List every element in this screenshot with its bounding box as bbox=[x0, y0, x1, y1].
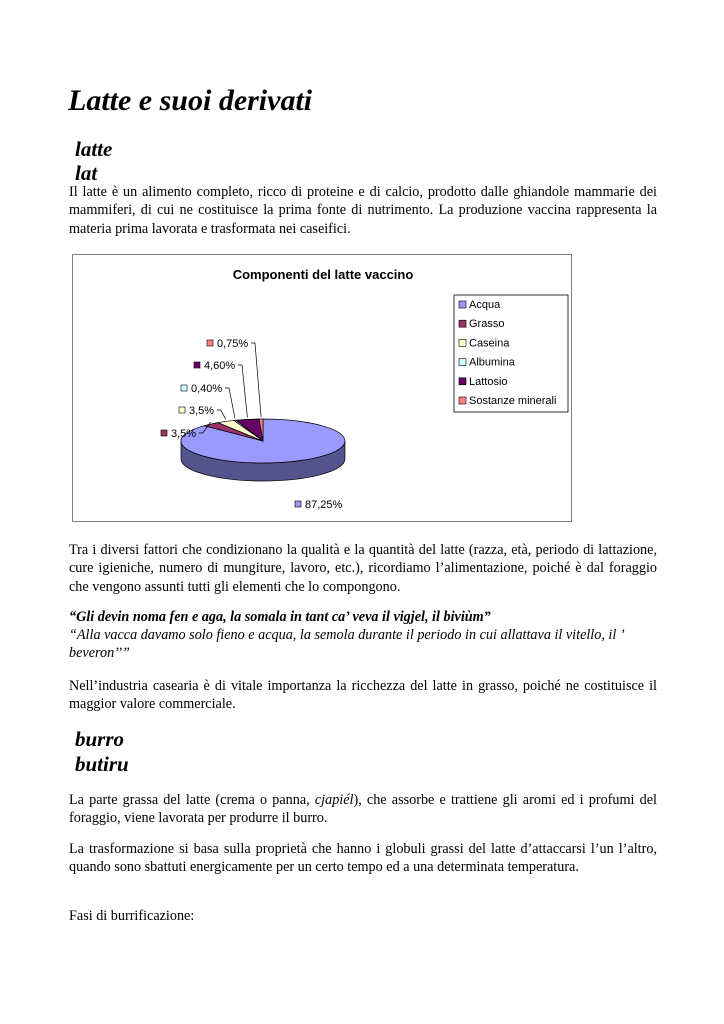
data-label-text-sostanze-minerali: 0,75% bbox=[217, 338, 249, 350]
chart-legend bbox=[454, 295, 568, 412]
chart-title: Componenti del latte vaccino bbox=[232, 267, 414, 282]
legend-swatch-caseina bbox=[459, 339, 466, 346]
butter-paragraph-1 bbox=[69, 791, 657, 828]
data-label-text-lattosio: 4,60% bbox=[204, 360, 236, 372]
phases-heading: Fasi di burrificazione: bbox=[69, 908, 195, 924]
dialect-quote: “Gli devin noma fen e aga, la somala in tant ca’ veva il vigjel, il biviùm” bbox=[69, 609, 491, 625]
cjapiel-term: cjapiél bbox=[314, 792, 354, 808]
section-heading-butiru: butiru bbox=[75, 752, 129, 776]
legend-label-grasso: Grasso bbox=[469, 318, 505, 331]
factors-paragraph: Tra i diversi fattori che condizionano la qualità e la quantità del latte (razza, età, periodo di lattazione, cure igieniche, numero di mungiture, lavoro, etc.), ricordiamo l’alimentazione, poiché è dal foraggio che vengono assunti tutti gli elementi che lo compongono. bbox=[69, 542, 657, 595]
legend-swatch-lattosio bbox=[459, 378, 466, 385]
legend-swatch-acqua bbox=[459, 301, 466, 308]
legend-swatch-albumina bbox=[459, 359, 466, 366]
intro-paragraph: Il latte è un alimento completo, ricco di proteine e di calcio, prodotto dalle ghiandole mammarie dei mammiferi, di cui ne costituisce la prima fonte di nutrimento. La produzione vaccina rappresenta la materia prima lavorata e trasformata nei caseifici. bbox=[69, 184, 657, 237]
data-label-sostanze-minerali bbox=[207, 338, 261, 417]
legend-label-acqua: Acqua bbox=[469, 299, 501, 311]
data-label-text-acqua: 87,25% bbox=[305, 499, 343, 511]
legend-item-sostanze-minerali bbox=[459, 395, 556, 407]
butter-paragraph-2: La trasformazione si basa sulla proprietà che hanno i globuli grassi del latte d’attaccarsi l’un l’altro, quando sono sbattuti energicamente per un certo tempo ed a una determinata temperatura. bbox=[69, 841, 657, 876]
data-label-text-albumina: 0,40% bbox=[191, 383, 223, 395]
pie-chart bbox=[73, 255, 571, 521]
quote-translation: “Alla vacca davamo solo fieno e acqua, la semola durante il periodo in cui allattava il vitello, il ’ beveron’’” bbox=[69, 627, 624, 662]
legend-label-albumina: Albumina bbox=[469, 356, 515, 369]
data-label-text-grasso: 3,5% bbox=[171, 428, 197, 440]
data-label-acqua bbox=[295, 499, 343, 511]
section-heading-lat: lat bbox=[75, 161, 98, 185]
section-heading-latte: latte bbox=[75, 137, 113, 161]
butter-text-a: La parte grassa del latte (crema o panna, bbox=[69, 792, 315, 808]
section-heading-burro: burro bbox=[75, 727, 125, 751]
fat-importance-paragraph: Nell’industria casearia è di vitale importanza la ricchezza del latte in grasso, poiché ne costituisce il maggior valore commerciale. bbox=[69, 678, 657, 713]
legend-label-lattosio: Lattosio bbox=[469, 375, 508, 388]
legend-swatch-sostanze-minerali bbox=[459, 397, 466, 404]
data-label-caseina bbox=[179, 405, 226, 419]
legend-swatch-grasso bbox=[459, 320, 466, 327]
legend-label-caseina: Caseina bbox=[469, 337, 510, 350]
document-title: Latte e suoi derivati bbox=[68, 84, 313, 117]
butter-text-b: ), che assorbe e trattiene gli aromi ed i profumi del foraggio, viene lavorata per produrre il burro. bbox=[69, 792, 657, 827]
pie-chart-frame bbox=[72, 254, 572, 522]
data-label-text-caseina: 3,5% bbox=[189, 405, 215, 417]
legend-label-sostanze-minerali: Sostanze minerali bbox=[469, 395, 557, 407]
